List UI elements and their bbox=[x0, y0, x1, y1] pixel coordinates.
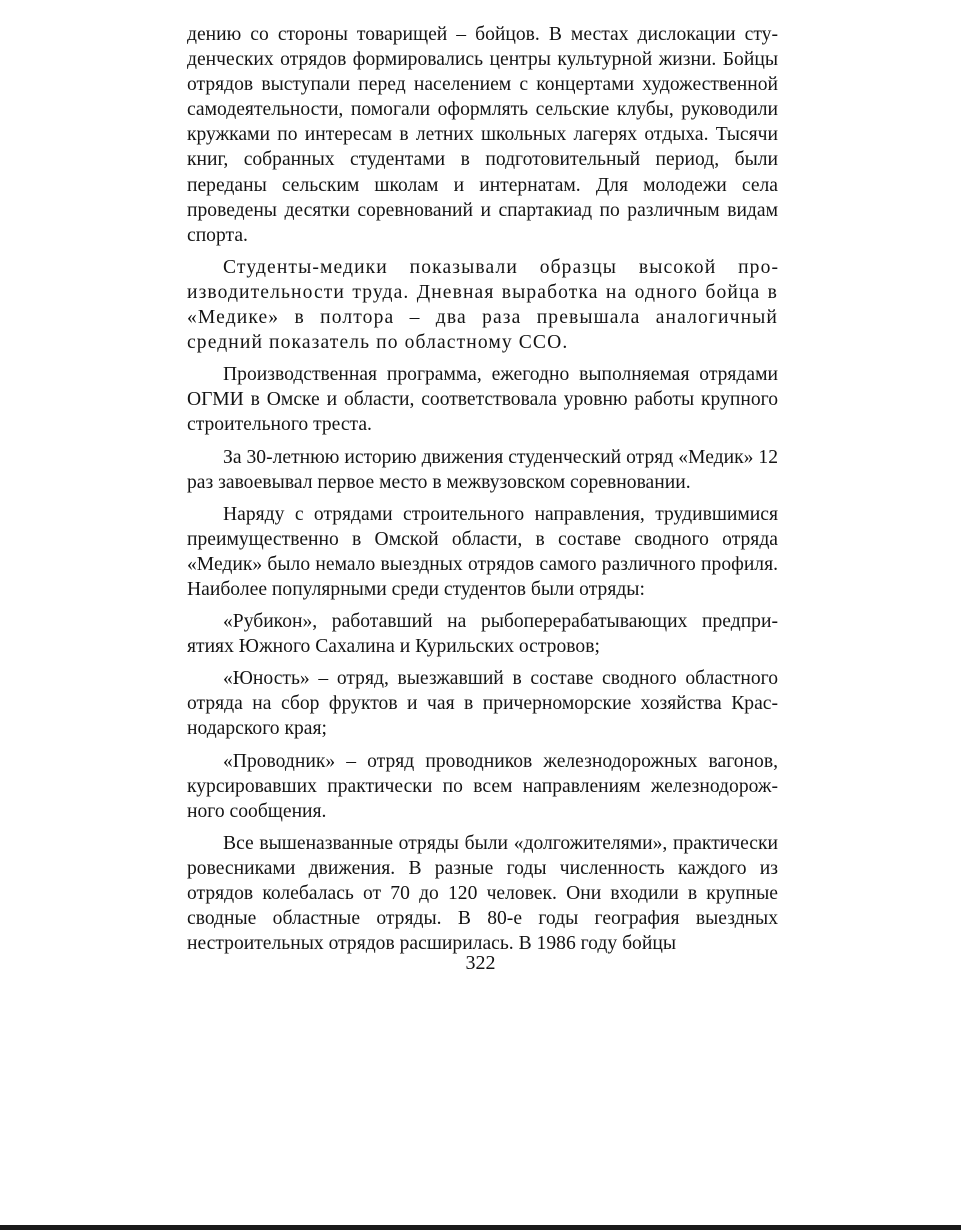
body-text bbox=[187, 22, 778, 963]
paragraph-9: Все вышеназванные отряды были «долгожителями», практически ровесниками движения. В разные годы численность каждого из отрядов колебалась от 70 до 120 человек. Они входили в крупные сводные областные отряды. В 80-е годы география выездных нестроительных отрядов расширилась. В 1986 году бойцы bbox=[187, 832, 778, 955]
paragraph-1: дению со стороны товарищей – бойцов. В местах дислокации студенческих отрядов формировались центры культурной жизни. Бойцы отрядов выступали перед населением с концертами художественной самодеятельности, помогали оформлять сельские клубы, руководили кружками по интересам в летних школьных лагерях отдыха. Тысячи книг, собранных студентами в подготовительный период, были переданы сельским школам и интернатам. Для молодежи села проведены десятки соревнований и спартакиад по различным видам спорта. bbox=[187, 24, 778, 246]
paragraph-2: Студенты-медики показывали образцы высокой производительности труда. Дневная выработка на одного бойца в «Медике» в полтора – два раза превышала аналогичный средний показатель по областному ССО. bbox=[187, 256, 778, 354]
paragraph-4: За 30-летнюю историю движения студенческий отряд «Медик» 12 раз завоевывал первое место в межвузовском соревновании. bbox=[187, 446, 778, 493]
paragraph-7: «Юность» – отряд, выезжавший в составе сводного областного отряда на сбор фруктов и чая в причерноморские хозяйства Краснодарского края; bbox=[187, 668, 778, 740]
paragraph-5: Наряду с отрядами строительного направления, трудившимися преимущественно в Омской области, в составе сводного отряда «Медик» было немало выездных отрядов самого различного профиля. Наиболее популярными среди студентов были отряды: bbox=[187, 503, 778, 600]
paragraph-3: Производственная программа, ежегодно выполняемая отрядами ОГМИ в Омске и области, соответствовала уровню работы крупного строительного треста. bbox=[187, 364, 778, 436]
page-number: 322 bbox=[465, 952, 496, 974]
paragraph-6: «Рубикон», работавший на рыбоперерабатывающих предприятиях Южного Сахалина и Курильских островов; bbox=[187, 611, 778, 658]
paragraph-8: «Проводник» – отряд проводников железнодорожных вагонов, курсировавших практически по всем направлениям железнодорожного сообщения. bbox=[187, 750, 778, 822]
scan-edge-divider bbox=[0, 1225, 961, 1230]
